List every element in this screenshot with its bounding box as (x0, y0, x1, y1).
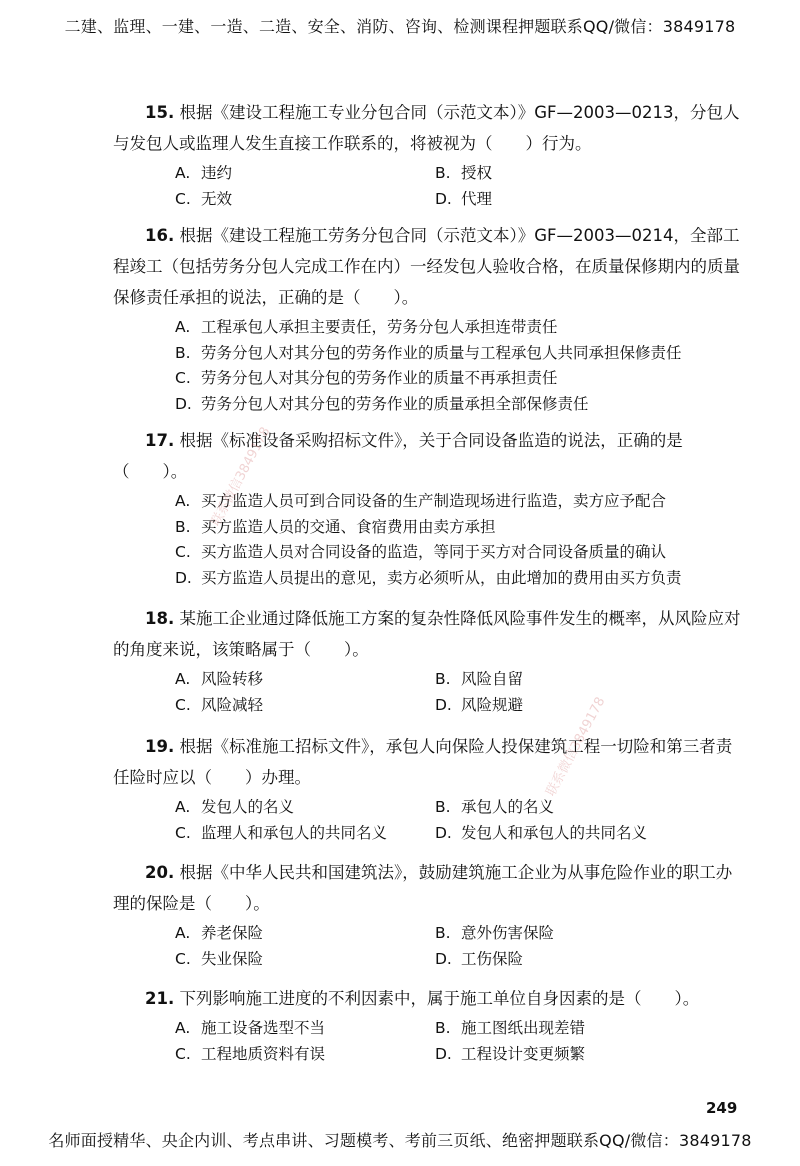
option-c (175, 821, 435, 847)
question-number: 17. (145, 431, 175, 450)
option-d (435, 187, 735, 213)
option-letter: C. (175, 543, 191, 561)
question-15 (113, 97, 743, 212)
watermark: 联系微信3849178 (208, 424, 274, 529)
page-number: 249 (706, 1099, 738, 1117)
option-d (435, 947, 735, 973)
header-banner: 二建、监理、一建、一造、二造、安全、消防、咨询、检测课程押题联系QQ/微信：3849178 (64, 17, 736, 36)
option-c (175, 187, 435, 213)
question-number: 19. (145, 737, 175, 756)
option-letter: D. (435, 949, 452, 968)
option-text: 风险自留 (461, 670, 524, 688)
question-number: 16. (145, 226, 175, 245)
question-stem (113, 220, 743, 313)
option-text: 施工设备选型不当 (201, 1019, 326, 1037)
question-17 (113, 425, 743, 591)
question-stem (113, 97, 743, 159)
option-c (175, 693, 435, 719)
option-letter: C. (175, 695, 191, 714)
option-a (175, 489, 743, 515)
option-b (175, 341, 743, 367)
option-text: 风险减轻 (201, 695, 264, 714)
options (175, 921, 743, 972)
option-letter: B. (435, 164, 451, 182)
question-19 (113, 731, 743, 846)
option-text: 买方监造人员可到合同设备的生产制造现场进行监造，卖方应予配合 (201, 492, 667, 510)
option-letter: C. (175, 189, 191, 208)
option-letter: A. (175, 1019, 191, 1037)
option-text: 失业保险 (201, 949, 264, 968)
question-18 (113, 603, 743, 718)
option-letter: A. (175, 318, 191, 336)
question-number: 20. (145, 863, 175, 882)
option-b (435, 1016, 735, 1042)
option-text: 工程地质资料有误 (201, 1044, 326, 1063)
option-letter: C. (175, 949, 191, 968)
question-16 (113, 220, 743, 417)
option-a (175, 921, 435, 947)
option-letter: B. (435, 670, 451, 688)
option-text: 劳务分包人对其分包的劳务作业的质量不再承担责任 (201, 369, 558, 387)
question-21 (113, 983, 743, 1067)
options (175, 667, 743, 718)
question-stem (113, 731, 743, 793)
options (175, 315, 743, 417)
option-text: 工程设计变更频繁 (461, 1044, 586, 1063)
options (175, 1016, 743, 1067)
options (175, 795, 743, 846)
question-number: 15. (145, 103, 175, 122)
option-letter: B. (435, 1019, 451, 1037)
question-stem (113, 857, 743, 919)
option-letter: B. (175, 343, 191, 362)
option-letter: C. (175, 823, 191, 842)
option-d (175, 566, 743, 592)
option-b (435, 795, 735, 821)
option-letter: A. (175, 164, 191, 182)
option-d (435, 821, 735, 847)
option-b (435, 667, 735, 693)
option-text: 发包人和承包人的共同名义 (461, 823, 648, 842)
option-text: 施工图纸出现差错 (461, 1019, 586, 1037)
option-text: 无效 (201, 189, 233, 208)
option-letter: B. (435, 798, 451, 816)
question-stem (113, 983, 743, 1014)
question-text: 根据《建设工程施工劳务分包合同（示范文本）》GF—2003—0214，全部工程竣工（包括劳务分包人完成工作在内）一经发包人验收合格，在质量保修期内的质量保修责任承担的说法，正确的是（ ）。 (113, 226, 740, 307)
option-d (435, 1042, 735, 1068)
option-letter: A. (175, 924, 191, 942)
option-b (435, 161, 735, 187)
question-number: 21. (145, 989, 175, 1008)
option-text: 工程承包人承担主要责任，劳务分包人承担连带责任 (201, 318, 558, 336)
option-letter: A. (175, 492, 191, 510)
question-stem (113, 603, 743, 665)
option-letter: B. (175, 517, 191, 536)
option-text: 买方监造人员对合同设备的监造，等同于买方对合同设备质量的确认 (201, 543, 667, 561)
option-a (175, 1016, 435, 1042)
option-text: 买方监造人员提出的意见，卖方必须听从，由此增加的费用由买方负责 (201, 568, 682, 587)
question-text: 某施工企业通过降低施工方案的复杂性降低风险事件发生的概率，从风险应对的角度来说，该策略属于（ ）。 (113, 609, 741, 659)
option-letter: D. (175, 394, 192, 413)
options (175, 161, 743, 212)
option-letter: C. (175, 369, 191, 387)
question-text: 根据《标准施工招标文件》，承包人向保险人投保建筑工程一切险和第三者责任险时应以（ ）办理。 (113, 737, 733, 787)
option-c (175, 1042, 435, 1068)
question-text: 根据《中华人民共和国建筑法》，鼓励建筑施工企业为从事危险作业的职工办理的保险是（ ）。 (113, 863, 733, 913)
option-text: 代理 (461, 189, 493, 208)
option-text: 意外伤害保险 (461, 924, 555, 942)
question-20 (113, 857, 743, 972)
option-b (435, 921, 735, 947)
question-stem (113, 425, 743, 487)
footer-banner: 名师面授精华、央企内训、考点串讲、习题模考、考前三页纸、绝密押题联系QQ/微信：3849178 (48, 1131, 752, 1150)
option-a (175, 667, 435, 693)
option-letter: C. (175, 1044, 191, 1063)
option-text: 风险规避 (461, 695, 524, 714)
option-letter: D. (175, 568, 192, 587)
option-letter: D. (435, 1044, 452, 1063)
option-letter: D. (435, 695, 452, 714)
option-text: 监理人和承包人的共同名义 (201, 823, 388, 842)
option-b (175, 515, 743, 541)
option-text: 承包人的名义 (461, 798, 555, 816)
option-text: 发包人的名义 (201, 798, 295, 816)
option-letter: A. (175, 670, 191, 688)
option-letter: A. (175, 798, 191, 816)
option-text: 风险转移 (201, 670, 264, 688)
option-text: 买方监造人员的交通、食宿费用由卖方承担 (201, 517, 496, 536)
option-a (175, 315, 743, 341)
option-a (175, 161, 435, 187)
option-text: 劳务分包人对其分包的劳务作业的质量承担全部保修责任 (201, 394, 589, 413)
option-letter: D. (435, 189, 452, 208)
option-text: 工伤保险 (461, 949, 524, 968)
option-text: 劳务分包人对其分包的劳务作业的质量与工程承包人共同承担保修责任 (201, 343, 682, 362)
option-text: 违约 (201, 164, 233, 182)
option-c (175, 366, 743, 392)
question-number: 18. (145, 609, 175, 628)
option-letter: D. (435, 823, 452, 842)
option-d (175, 392, 743, 418)
options (175, 489, 743, 591)
option-letter: B. (435, 924, 451, 942)
watermark: 联系微信3849178 (543, 694, 609, 799)
question-text: 根据《标准设备采购招标文件》，关于合同设备监造的说法，正确的是（ ）。 (113, 431, 683, 481)
question-text: 下列影响施工进度的不利因素中，属于施工单位自身因素的是（ ）。 (179, 989, 700, 1008)
option-text: 授权 (461, 164, 493, 182)
option-text: 养老保险 (201, 924, 264, 942)
option-a (175, 795, 435, 821)
option-c (175, 947, 435, 973)
option-c (175, 540, 743, 566)
question-text: 根据《建设工程施工专业分包合同（示范文本）》GF—2003—0213，分包人与发包人或监理人发生直接工作联系的，将被视为（ ）行为。 (113, 103, 740, 153)
